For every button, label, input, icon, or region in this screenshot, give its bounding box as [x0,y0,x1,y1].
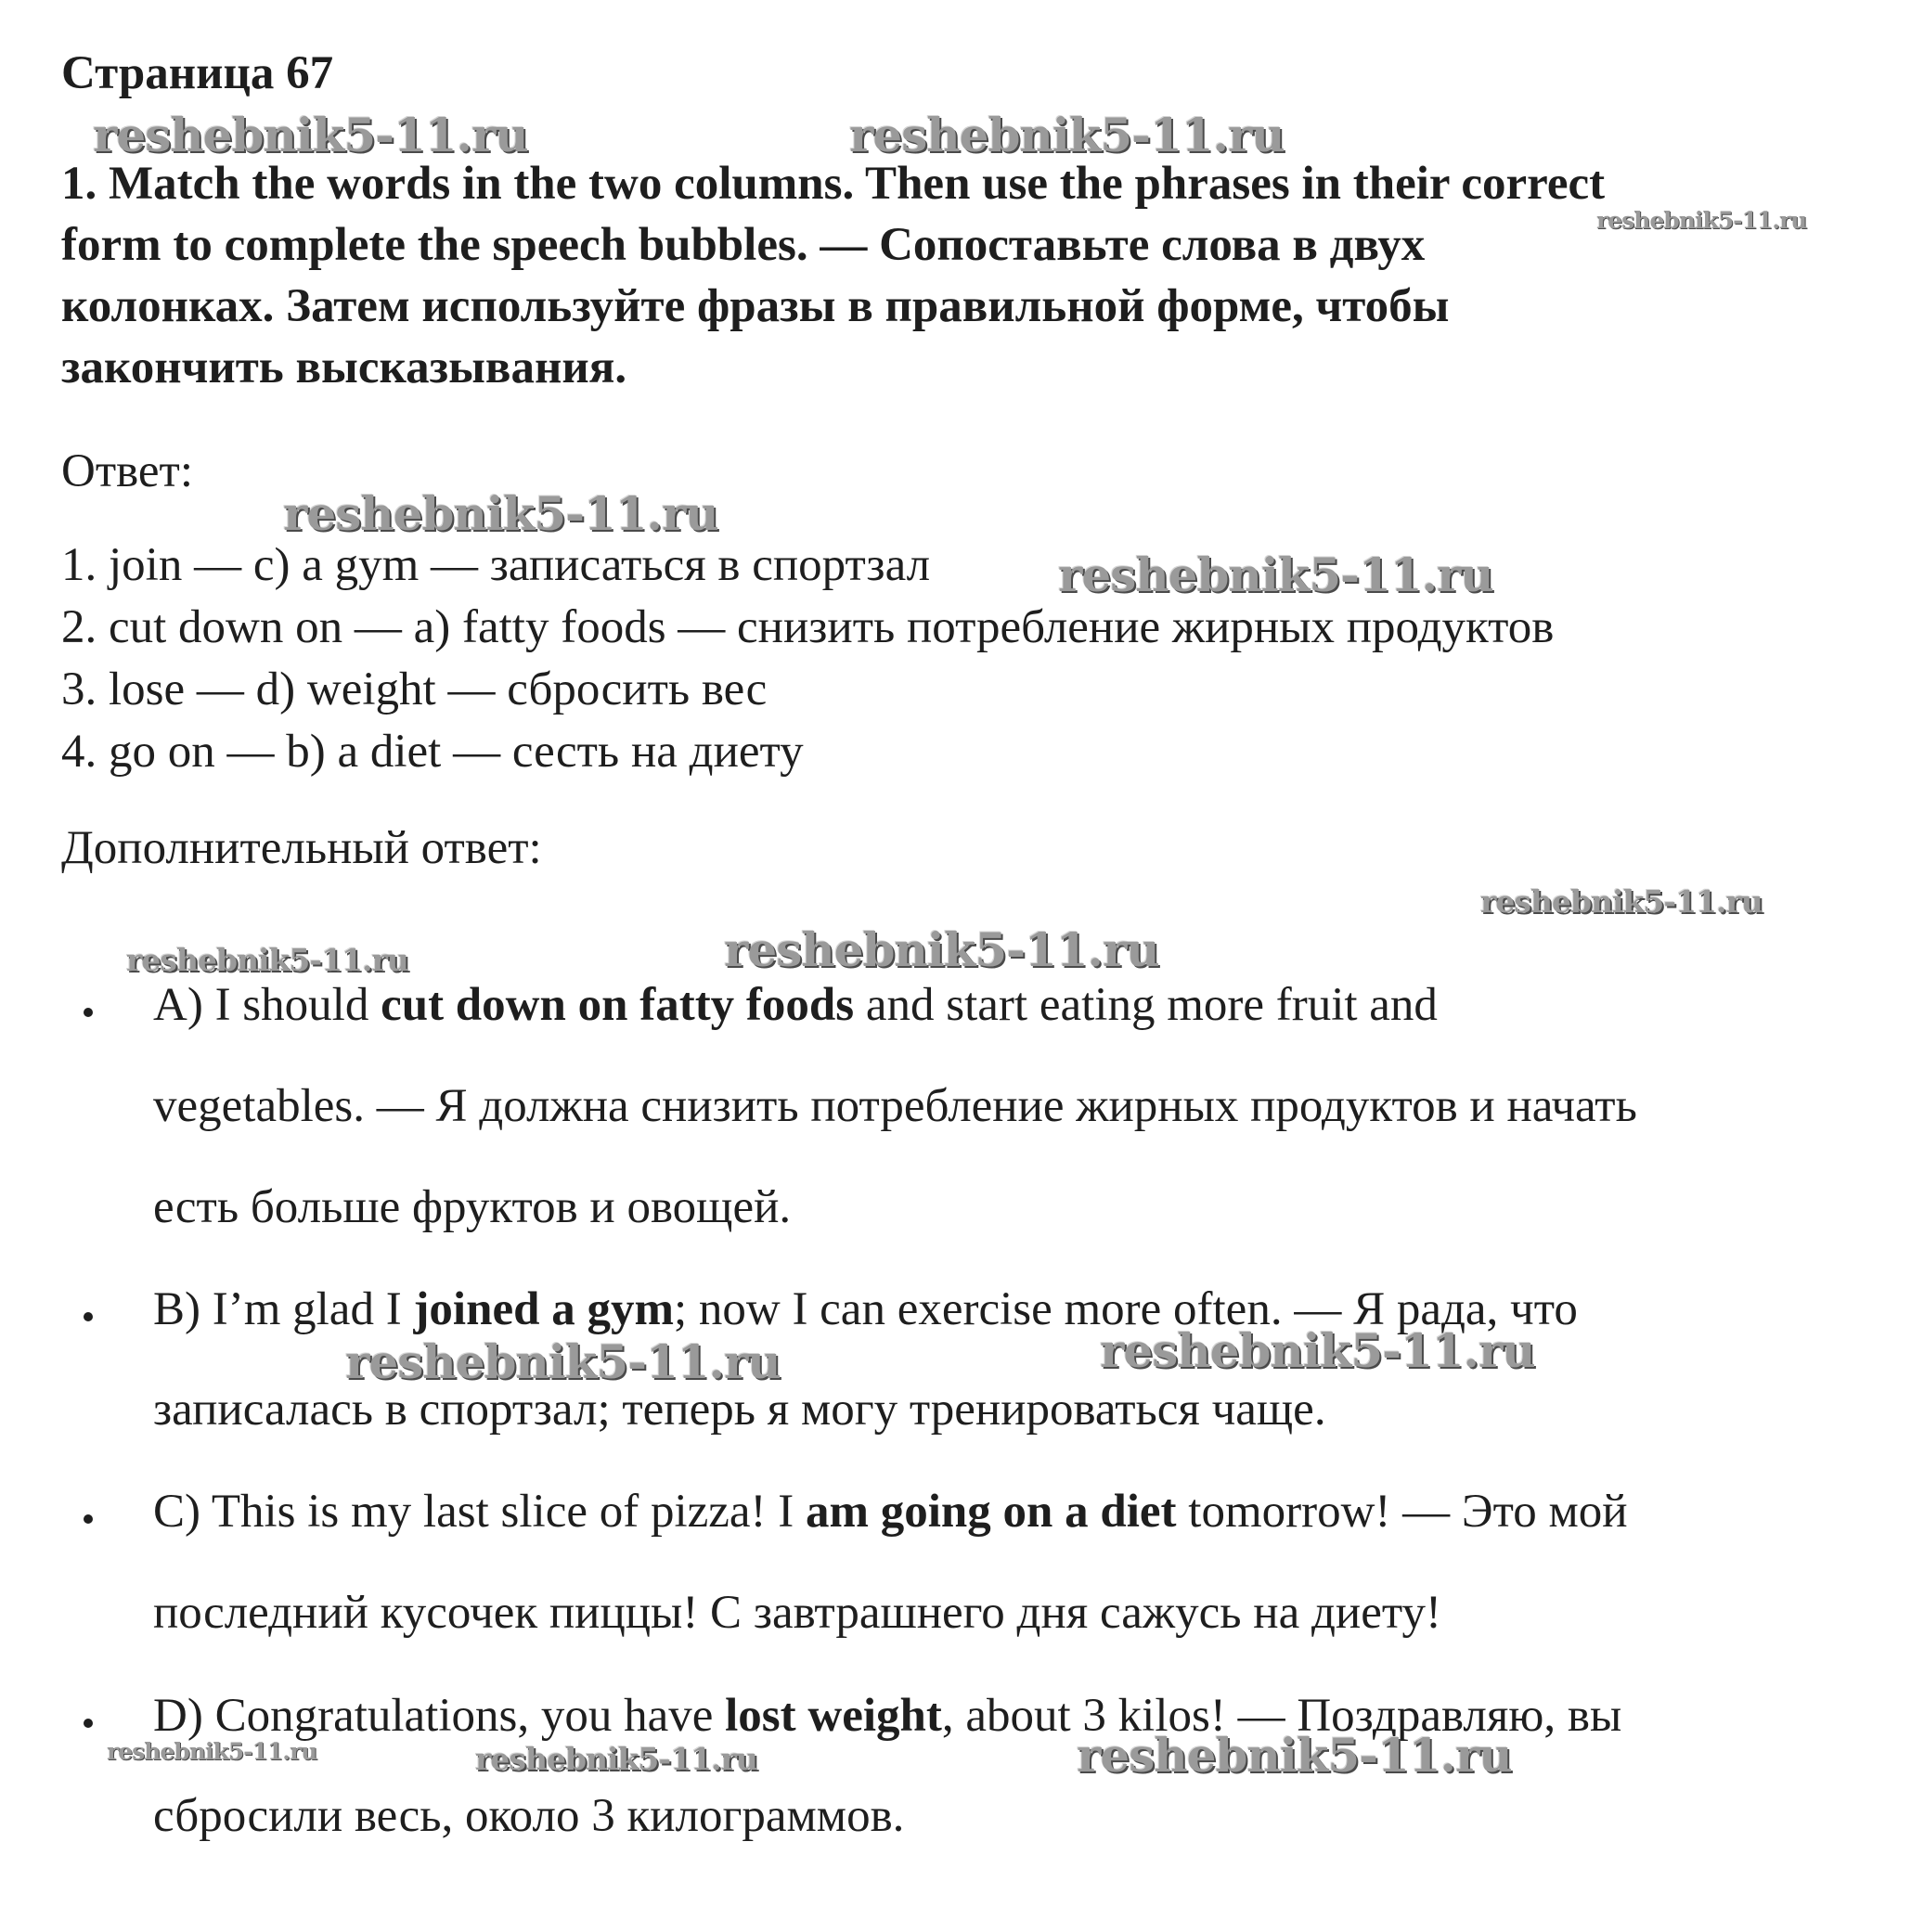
watermark-text: reshebnik5-11.ru [345,1334,781,1389]
bullet-text: ; now I can exercise more often. — Я рада, что [673,1283,1578,1335]
extra-answer-label: Дополнительный ответ: [61,822,542,874]
watermark-text: reshebnik5-11.ru [283,486,718,541]
bullet-text: tomorrow! — Это мой [1176,1486,1628,1538]
bullet-text: C) This is my last slice of pizza! I [153,1486,806,1538]
bullet-line: записалась в спортзал; теперь я могу тренироваться чаще. [153,1384,1326,1436]
bullet-text: A) I should [153,979,381,1031]
answer-item: 2. cut down on — a) fatty foods — снизить потребление жирных продуктов [61,601,1555,653]
watermark-text: reshebnik5-11.ru [107,1738,317,1765]
task-line-2: form to complete the speech bubbles. — Сопоставьте слова в двух [61,219,1426,271]
bullet-phrase: cut down on fatty foods [381,979,855,1031]
bullet-phrase: am going on a diet [806,1486,1177,1538]
bullet-text: , about 3 kilos! — Поздравляю, вы [941,1690,1622,1742]
watermark-text: reshebnik5-11.ru [724,922,1159,977]
bullet-line: последний кусочек пиццы! С завтрашнего дня сажусь на диету! [153,1587,1441,1639]
bullet-dot [84,1719,93,1728]
bullet-text: and start eating more fruit and [854,979,1438,1031]
page-heading: Страница 67 [61,47,334,99]
bullet-line: сбросили весь, около 3 килограммов. [153,1790,905,1842]
watermark-text: reshebnik5-11.ru [1596,207,1807,234]
task-line-3: колонках. Затем используйте фразы в правильной форме, чтобы [61,280,1450,332]
bullet-dot [84,1514,93,1524]
answer-item: 3. lose — d) weight — сбросить вес [61,663,768,715]
watermark-text: reshebnik5-11.ru [1077,1728,1512,1783]
task-line-1: 1. Match the words in the two columns. Then use the phrases in their correct [61,158,1606,210]
watermark-text: reshebnik5-11.ru [475,1741,757,1777]
watermark-text: reshebnik5-11.ru [1480,883,1763,920]
watermark-text: reshebnik5-11.ru [1058,547,1493,602]
bullet-line: есть больше фруктов и овощей. [153,1181,792,1233]
bullet-line: vegetables. — Я должна снизить потребление жирных продуктов и начать [153,1080,1637,1132]
watermark-text: reshebnik5-11.ru [849,108,1285,162]
bullet-text: D) Congratulations, you have [153,1690,726,1742]
bullet-dot [84,1312,93,1321]
bullet-line [153,976,1438,1034]
watermark-text: reshebnik5-11.ru [93,108,528,162]
bullet-dot [84,1008,93,1017]
bullet-phrase: joined a gym [413,1283,674,1335]
bullet-line [153,1483,1628,1540]
answer-item: 4. go on — b) a diet — сесть на диету [61,726,804,778]
watermark-text: reshebnik5-11.ru [1100,1323,1535,1378]
bullet-phrase: lost weight [725,1690,942,1742]
answer-item: 1. join — c) a gym — записаться в спортзал [61,539,931,591]
bullet-text: B) I’m glad I [153,1283,414,1335]
task-instruction [61,153,1862,398]
task-line-4: закончить высказывания. [61,341,627,393]
watermark-text: reshebnik5-11.ru [126,942,408,978]
answer-label: Ответ: [61,445,193,497]
